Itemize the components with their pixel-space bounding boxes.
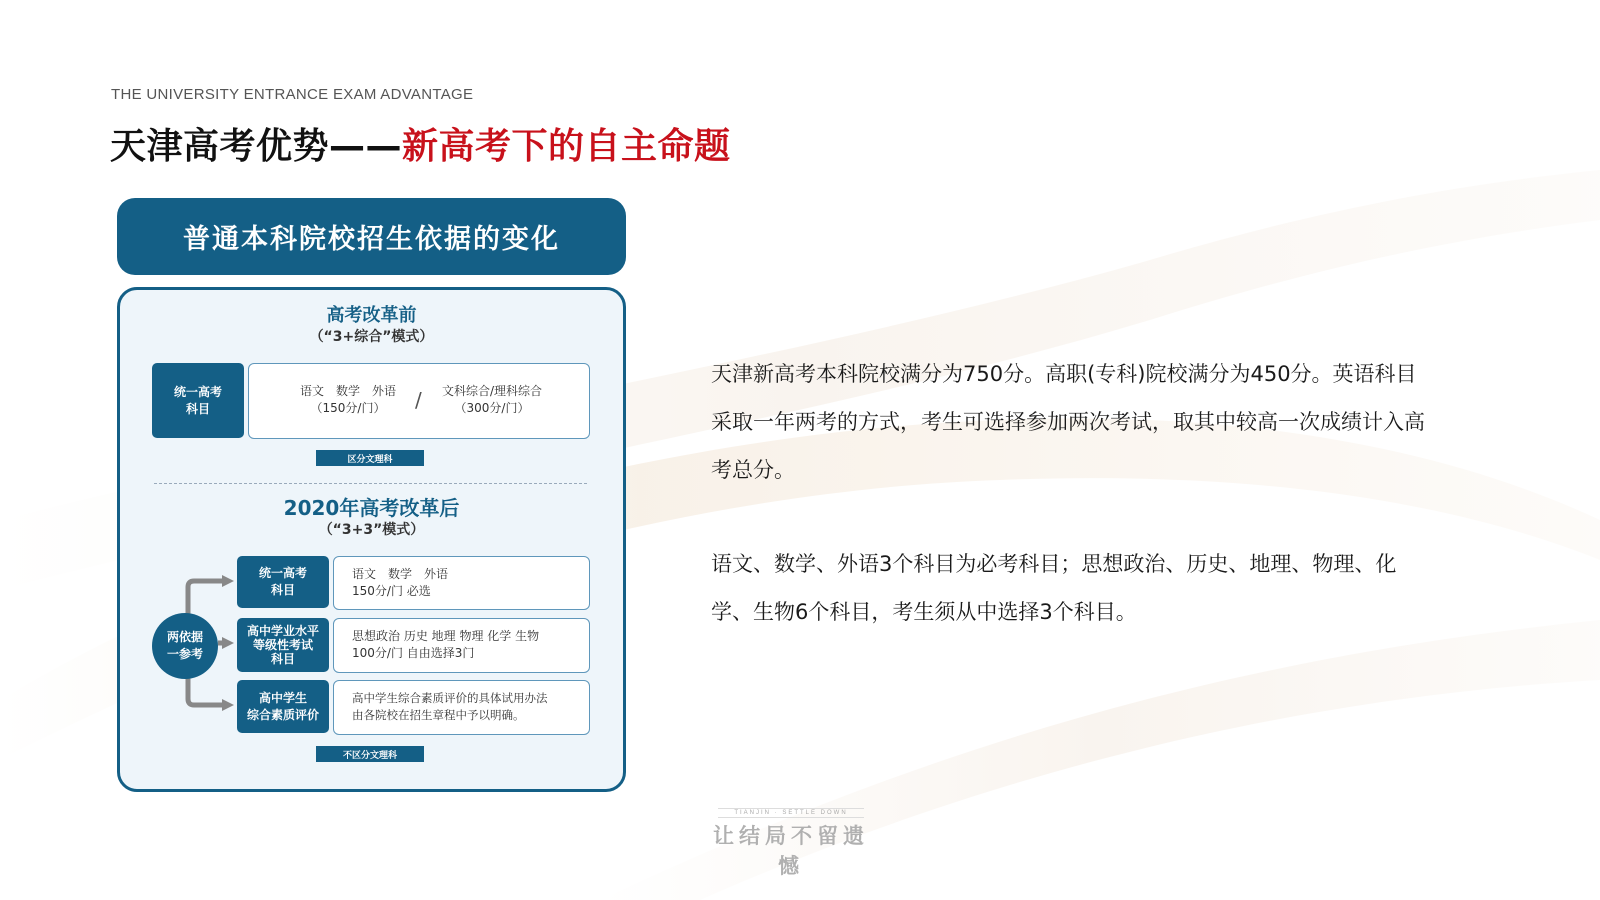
page-title: [110, 118, 731, 169]
paragraph-score: 天津新高考本科院校满分为750分。高职(专科)院校满分为450分。英语科目采取一年两考的方式，考生可选择参加两次考试，取其中较高一次成绩计入高考总分。: [711, 362, 1425, 482]
row-tag-line: 等级性考试: [252, 638, 313, 652]
row-tag-line: 高中学业水平: [246, 624, 319, 638]
footer-small-text: TIANJIN · SETTLE DOWN: [718, 808, 864, 818]
before-tag-line: 科目: [185, 401, 210, 416]
row-line: 高中学生综合素质评价的具体试用办法: [352, 691, 548, 705]
row-tag-line: 统一高考: [258, 566, 307, 580]
diagram-header: 普通本科院校招生依据的变化: [117, 198, 626, 275]
after-mode: （“3+3”模式）: [318, 522, 425, 538]
after-row-box: [333, 680, 590, 735]
row-line: 语文 数学 外语: [352, 567, 449, 581]
diagram-panel: [117, 287, 626, 792]
row-line: 思想政治 历史 地理 物理 化学 生物: [352, 629, 540, 643]
before-note: 区分文理科: [316, 450, 424, 466]
before-separator: /: [415, 388, 422, 412]
row-tag-line: 综合素质评价: [246, 707, 319, 722]
after-row-tag: [237, 680, 329, 733]
before-combined: 文科综合/理科综合: [441, 384, 543, 398]
after-note: 不区分文理科: [316, 746, 424, 762]
subtitle: THE UNIVERSITY ENTRANCE EXAM ADVANTAGE: [111, 86, 474, 103]
row-tag-line: 科目: [270, 583, 295, 597]
before-subjects: 语文 数学 外语: [299, 384, 396, 398]
row-line: 由各院校在招生章程中予以明确。: [352, 708, 525, 722]
before-subjects-box: [248, 363, 590, 439]
two-basis-one-reference-circle: [152, 613, 218, 679]
before-mode: （“3+综合”模式）: [309, 329, 434, 345]
footer-slogan: 让结局不留遗憾: [713, 824, 869, 878]
circle-line: 一参考: [166, 647, 203, 661]
paragraph-subjects: 语文、数学、外语3个科目为必考科目；思想政治、历史、地理、物理、化学、生物6个科目，考生须从中选择3个科目。: [711, 552, 1397, 624]
before-subjects-score: （150分/门）: [310, 401, 386, 415]
after-title: 2020年高考改革后: [283, 496, 460, 520]
footer-logo: [706, 808, 876, 878]
before-title: 高考改革前: [326, 305, 417, 326]
after-row-tag: [237, 618, 329, 672]
title-main: 天津高考优势——: [110, 126, 403, 167]
before-tag: [152, 363, 244, 438]
row-line: 150分/门 必选: [352, 584, 431, 598]
row-tag-line: 科目: [270, 652, 295, 666]
after-row-box: [333, 556, 590, 610]
circle-line: 两依据: [166, 630, 203, 644]
row-line: 100分/门 自由选择3门: [352, 646, 475, 660]
title-accent: 新高考下的自主命题: [402, 126, 731, 167]
after-row-box: [333, 618, 590, 673]
row-tag-line: 高中学生: [258, 690, 307, 705]
divider: [154, 483, 587, 484]
before-combined-score: （300分/门）: [454, 401, 530, 415]
before-tag-line: 统一高考: [173, 384, 222, 399]
after-row-tag: [237, 556, 329, 608]
